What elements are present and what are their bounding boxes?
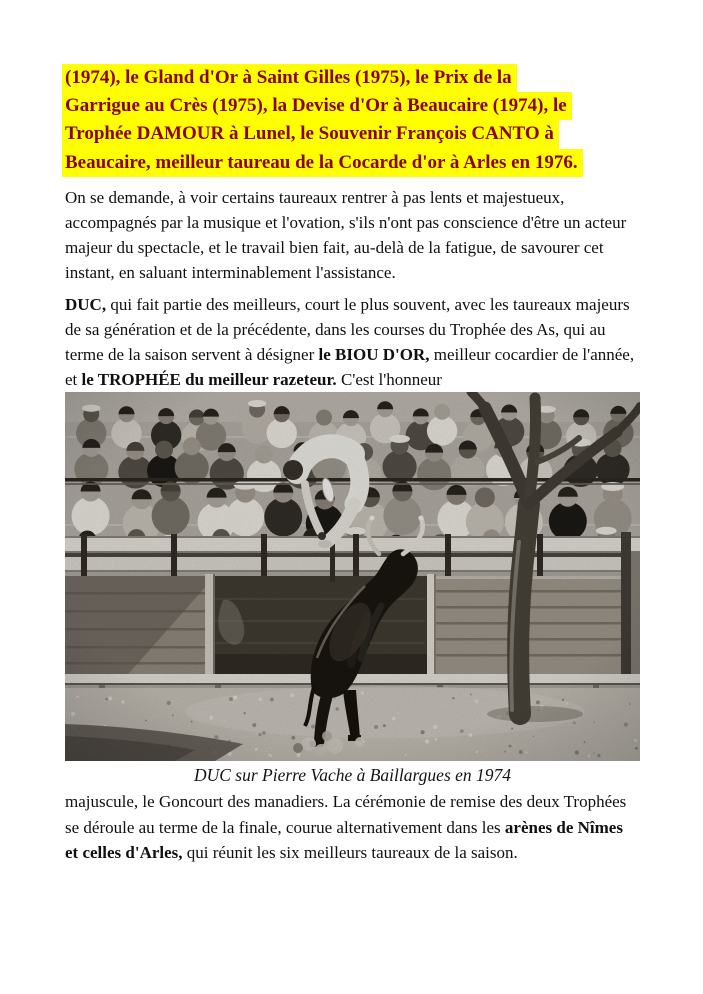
bull-photo xyxy=(65,392,640,761)
highlight-line: Trophée DAMOUR à Lunel, le Souvenir François CANTO à xyxy=(62,120,559,148)
text-run: qui fait partie des meilleurs, court le plus souvent, avec les taureaux majeurs de sa génération et de la précédente, dans les courses du Trophée des As, qui au terme de la saison servent à désigner xyxy=(65,294,630,365)
paragraph-majesty: On se demande, à voir certains taureaux rentrer à pas lents et majestueux, accompagnés par la musique et l'ovation, s'ils n'ont pas conscience d'être un acteur majeur du spectacle, et le travail bien fait, au-delà de la fatigue, de savourer cet instant, en saluant interminablement l'assistance. xyxy=(65,187,627,283)
bold-biou-dor: le BIOU D'OR, xyxy=(318,345,430,365)
bold-duc: DUC, xyxy=(65,294,107,314)
bold-trophee-razeteur: le TROPHÉE du meilleur razeteur. xyxy=(81,370,337,390)
highlighted-passage xyxy=(62,64,640,177)
photo-grain xyxy=(65,392,640,761)
text-run: C'est l'honneur xyxy=(336,370,442,390)
highlight-line: (1974), le Gland d'Or à Saint Gilles (1975), le Prix de la xyxy=(62,64,517,92)
paragraph-duc xyxy=(65,292,636,393)
highlight-line: Garrigue au Crès (1975), la Devise d'Or à Beaucaire (1974), le xyxy=(62,92,572,120)
text-run: majuscule, le Goncourt des manadiers. La cérémonie de remise des deux Trophées se déroule au terme de la finale, courue alternativement dans les xyxy=(65,792,627,837)
highlight-line: Beaucaire, meilleur taureau de la Cocarde d'or à Arles en 1976. xyxy=(62,149,583,177)
text-run: meilleur cocardier de l'année, et xyxy=(65,345,635,390)
bold-arenes: arènes de Nîmes et celles d'Arles, xyxy=(65,817,623,862)
photo-caption: DUC sur Pierre Vache à Baillargues en 1974 xyxy=(193,765,512,786)
text-run: qui réunit les six meilleurs taureaux de la saison. xyxy=(182,842,518,862)
arena-photo-illustration xyxy=(65,392,640,761)
paragraph-goncourt xyxy=(65,789,636,865)
